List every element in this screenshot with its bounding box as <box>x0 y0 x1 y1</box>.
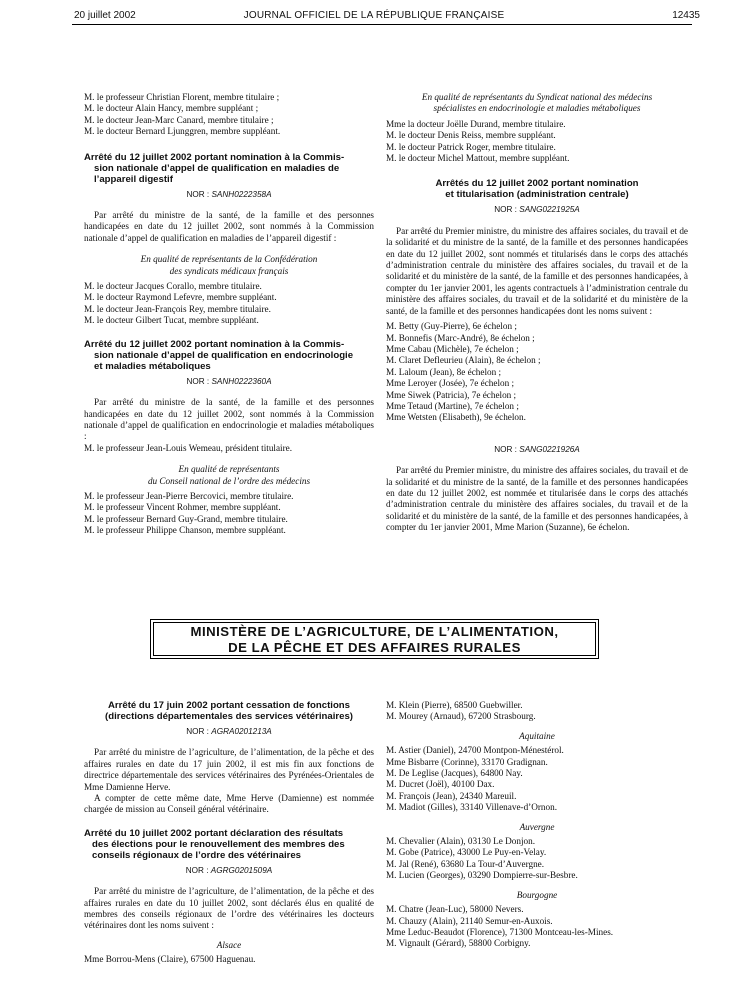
list-item: Mme Tetaud (Martine), 7e échelon ; <box>386 400 519 411</box>
nor-code: AGRA0201213A <box>211 727 272 736</box>
list-item: M. Bonnefis (Marc-André), 8e échelon ; <box>386 332 535 343</box>
list-item: M. Vignault (Gérard), 58800 Corbigny. <box>386 938 531 949</box>
nor-label: NOR : <box>494 205 517 215</box>
list-item: M. Gobe (Patrice), 43000 Le Puy-en-Velay. <box>386 847 547 858</box>
list-item: M. le docteur Denis Reiss, membre suppléant. <box>386 130 556 141</box>
paragraph: Par arrêté du ministre de l’agriculture, de l’alimentation, de la pêche et des affaires rurales en date du 10 juillet 2002, sont déclarés élus en qualité de membres des conseils régionaux de l’ordre des vétérinaires les docteurs vétérinaires dont les noms suivent : <box>84 886 374 931</box>
arrete-title <box>386 178 688 200</box>
caption-line: spécialistes en endocrinologie et maladies métaboliques <box>433 103 641 114</box>
nor-label: NOR : <box>185 865 209 875</box>
arrete-title <box>84 700 374 722</box>
nor-reference <box>386 204 688 215</box>
list-item: Mme Leroyer (Josée), 7e échelon ; <box>386 378 515 389</box>
list-item: M. Lucien (Georges), 03290 Dompierre-sur-Besbre. <box>386 870 578 881</box>
page-header <box>0 0 748 22</box>
list-item: M. le docteur Jean-Marc Canard, membre titulaire ; <box>84 114 274 125</box>
nor-code: SANG0221926A <box>519 444 580 454</box>
ministry-line: DE LA PÊCHE ET DES AFFAIRES RURALES <box>228 640 521 655</box>
nor-reference <box>84 376 374 387</box>
title-line: l’appareil digestif <box>94 173 173 185</box>
title-line: Arrêté du 12 juillet 2002 portant nomination à la Commis- <box>84 338 345 350</box>
list-item: M. le docteur Alain Hancy, membre suppléant ; <box>84 103 259 114</box>
title-line: Arrêté du 10 juillet 2002 portant déclaration des résultats <box>84 827 344 839</box>
nor-code: SANG0221925A <box>519 205 580 215</box>
page-number: 12435 <box>672 10 700 21</box>
list-item: Mme Siwek (Patricia), 7e échelon ; <box>386 389 517 400</box>
right-column-bottom <box>386 700 688 950</box>
caption-line: En qualité de représentants de la Confédération <box>140 254 318 265</box>
nor-label: NOR : <box>186 376 210 386</box>
list-item: M. Klein (Pierre), 68500 Guebwiller. <box>386 700 523 710</box>
list-item: M. le professeur Philippe Chanson, membre suppléant. <box>84 525 286 536</box>
list-item: M. le docteur Michel Mattout, membre suppléant. <box>386 153 570 164</box>
list-item: M. Jal (René), 63680 La Tour-d’Auvergne. <box>386 858 545 869</box>
nor-label: NOR : <box>186 189 210 199</box>
caption-line: En qualité de représentants du Syndicat national des médecins <box>421 92 653 102</box>
arrete-title <box>84 152 374 185</box>
list-item: Mme la docteur Joëlle Durand, membre titulaire. <box>386 118 566 129</box>
list-item: M. Claret Defleurieu (Alain), 8e échelon ; <box>386 355 541 366</box>
arrete-title <box>84 828 374 861</box>
caption-line: des syndicats médicaux français <box>169 265 289 276</box>
header-rule <box>72 24 692 25</box>
title-line: sion nationale d’appel de qualification en maladies de <box>94 162 340 174</box>
section-caption <box>386 92 688 115</box>
title-line: et maladies métaboliques <box>94 360 211 372</box>
list-item: M. le docteur Jean-François Rey, membre titulaire. <box>84 303 271 314</box>
paragraph: Par arrêté du ministre de la santé, de la famille et des personnes handicapées en date du 12 juillet 2002, sont nommés à la Commission nationale d’appel de qualification en endocrinologie et maladies métaboliques : <box>84 397 374 442</box>
nor-label: NOR : <box>494 444 517 454</box>
list-item: Mme Wetsten (Elisabeth), 9e échelon. <box>386 412 526 423</box>
list-item: M. le professeur Bernard Guy-Grand, membre titulaire. <box>84 513 288 524</box>
list-item: M. Chevalier (Alain), 03130 Le Donjon. <box>386 836 536 847</box>
list-item: M. le docteur Raymond Lefevre, membre suppléant. <box>84 292 277 303</box>
list-item: M. le professeur Christian Florent, membre titulaire ; <box>84 92 280 102</box>
list-item: M. le docteur Gilbert Tucat, membre suppléant. <box>84 315 259 326</box>
nor-code: AGRG0201509A <box>210 865 273 875</box>
nor-reference <box>84 726 374 737</box>
list-item: Mme Cabau (Michèle), 7e échelon ; <box>386 343 519 354</box>
list-item: M. Chauzy (Alain), 21140 Semur-en-Auxois. <box>386 915 553 926</box>
nor-code: SANH0222358A <box>211 189 272 199</box>
title-line: Arrêtés du 12 juillet 2002 portant nomination <box>435 178 639 190</box>
list-item: M. Betty (Guy-Pierre), 6e échelon ; <box>386 321 517 332</box>
nor-reference <box>84 865 374 876</box>
paragraph: Par arrêté du ministre de l’agriculture, de l’alimentation, de la pêche et des affaires rurales en date du 17 juin 2002, il est mis fin aux fonctions de directrice départementale des services vétérinaires des Pyrénées-Orientales de Mme Damienne Herve. <box>84 747 374 792</box>
paragraph: A compter de cette même date, Mme Herve (Damienne) est nommée chargée de mission au Conseil général vétérinaire. <box>84 793 374 815</box>
list-item: M. Laloum (Jean), 8e échelon ; <box>386 366 502 377</box>
title-line: et titularisation (administration centrale) <box>445 189 629 201</box>
title-line: Arrêté du 17 juin 2002 portant cessation de fonctions <box>107 700 351 711</box>
list-item: M. le professeur Jean-Pierre Bercovici, membre titulaire. <box>84 490 294 501</box>
paragraph: Par arrêté du Premier ministre, du ministre des affaires sociales, du travail et de la solidarité et du ministre de la santé, de la famille et des personnes handicapées en date du 12 juillet 2002, est nommée et titularisée dans le corps des attachés d’administration centrale du ministère des affaires sociales, du travail et de la solidarité et du ministère de la santé, de la famille et des personnes handicapées, à compter du 1er janvier 2001, Mme Marion (Suzanne), 6e échelon. <box>386 465 688 533</box>
ministry-line: MINISTÈRE DE L’AGRICULTURE, DE L’ALIMENTATION, <box>190 624 559 639</box>
left-column-bottom <box>84 700 374 966</box>
journal-title: JOURNAL OFFICIEL DE LA RÉPUBLIQUE FRANÇAISE <box>243 10 505 21</box>
region-heading: Aquitaine <box>519 730 555 741</box>
list-item: M. De Leglise (Jacques), 64800 Nay. <box>386 768 523 779</box>
right-column-top <box>386 92 688 534</box>
list-item: M. le docteur Bernard Ljunggren, membre suppléant. <box>84 126 281 137</box>
title-line: Arrêté du 12 juillet 2002 portant nomination à la Commis- <box>84 151 345 163</box>
list-item: M. Ducret (Joël), 40100 Dax. <box>386 779 495 790</box>
region-heading: Auvergne <box>519 821 555 832</box>
left-column-top <box>84 92 374 537</box>
region-heading: Alsace <box>216 939 242 950</box>
arrete-title <box>84 339 374 372</box>
nor-code: SANH0222360A <box>211 376 272 386</box>
list-item: M. Astier (Daniel), 24700 Montpon-Ménestérol. <box>386 745 564 756</box>
list-item: M. le docteur Patrick Roger, membre titulaire. <box>386 141 556 152</box>
list-item: M. le professeur Jean-Louis Wemeau, président titulaire. <box>84 442 293 453</box>
ministry-heading <box>153 622 596 656</box>
title-line: des élections pour le renouvellement des membres des <box>92 838 345 850</box>
paragraph: Par arrêté du ministre de la santé, de la famille et des personnes handicapées en date du 12 juillet 2002, sont nommés à la Commission nationale d’appel de qualification en maladies de l’appareil digestif : <box>84 210 374 243</box>
list-item: M. le professeur Vincent Rohmer, membre suppléant. <box>84 502 281 513</box>
nor-reference <box>84 189 374 200</box>
nor-reference <box>386 444 688 455</box>
title-line: conseils régionaux de l’ordre des vétérinaires <box>92 849 302 861</box>
list-item: M. François (Jean), 24340 Mareuil. <box>386 790 517 801</box>
list-item: M. Mourey (Arnaud), 67200 Strasbourg. <box>386 711 536 722</box>
list-item: M. Madiot (Gilles), 33140 Villenave-d’Ornon. <box>386 802 558 813</box>
region-heading: Bourgogne <box>516 889 558 900</box>
nor-label: NOR : <box>186 727 209 736</box>
section-caption <box>84 254 374 277</box>
title-line: (directions départementales des services vétérinaires) <box>105 711 353 722</box>
list-item: M. le docteur Jacques Corallo, membre titulaire. <box>84 281 262 292</box>
title-line: sion nationale d’appel de qualification en endocrinologie <box>94 349 354 361</box>
list-item: Mme Borrou-Mens (Claire), 67500 Haguenau. <box>84 954 256 965</box>
list-item: Mme Leduc-Beaudot (Florence), 71300 Montceau-les-Mines. <box>386 926 614 937</box>
list-item: M. Chatre (Jean-Luc), 58000 Nevers. <box>386 904 524 915</box>
caption-line: En qualité de représentants <box>178 464 280 475</box>
header-date: 20 juillet 2002 <box>74 10 136 21</box>
caption-line: du Conseil national de l’ordre des médecins <box>147 475 311 486</box>
paragraph: Par arrêté du Premier ministre, du ministre des affaires sociales, du travail et de la solidarité et du ministre de la santé, de la famille et des personnes handicapées en date du 12 juillet 2002, sont nommés et titularisés dans le corps des attachés d’administration centrale du ministère des affaires sociales, du travail et de la solidarité et du ministère de la santé, de la famille et des personnes handicapées, à compter du 1er janvier 2001, les agents contractuels à l’administration centrale du ministère des affaires sociales, du travail et de la solidarité et du ministère de la santé, de la famille et des personnes handicapées dont les noms suivent : <box>386 225 688 316</box>
section-caption <box>84 464 374 487</box>
list-item: Mme Bisbarre (Corinne), 33170 Gradignan. <box>386 756 548 767</box>
